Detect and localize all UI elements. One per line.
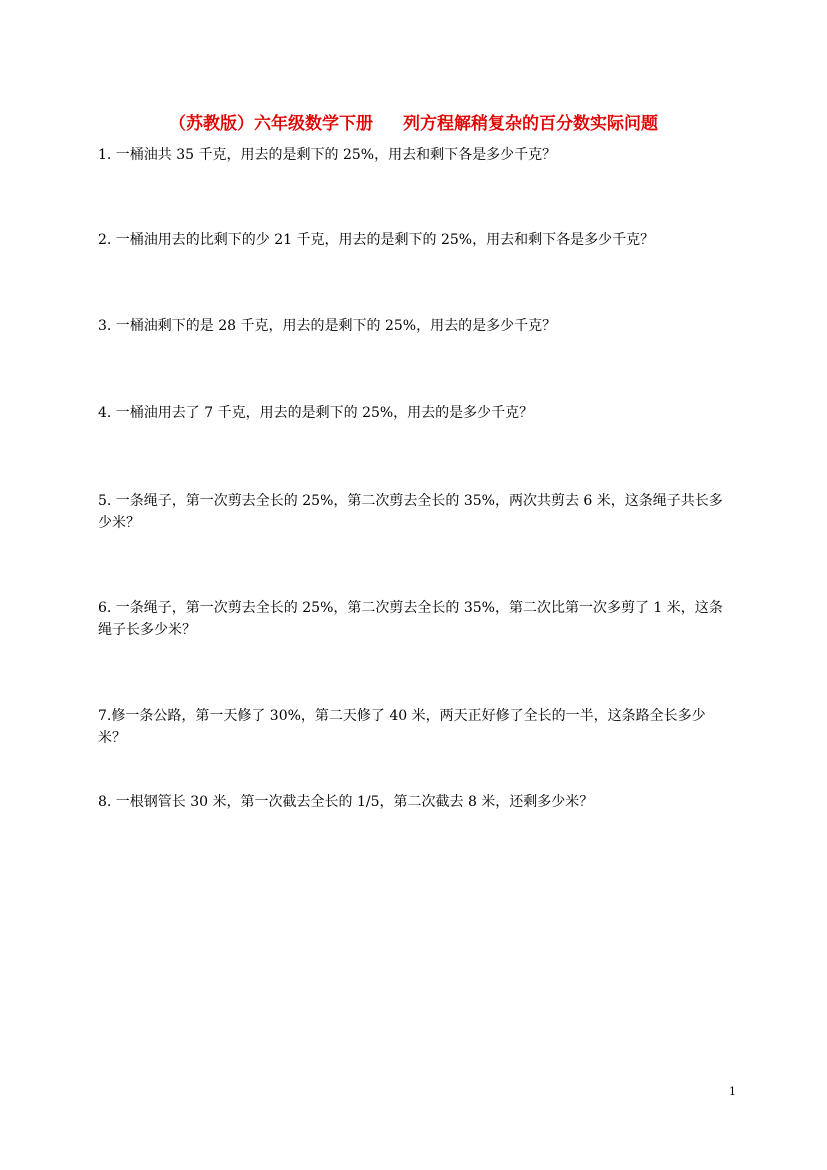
question-7: 7.修一条公路，第一天修了 30%，第二天修了 40 米，两天正好修了全长的一半，这条路全长多少米？ [98, 708, 706, 746]
title-part-1: （苏教版）六年级数学下册 [169, 114, 373, 134]
page-number: 1 [729, 1085, 736, 1098]
question-2: 2. 一桶油用去的比剩下的少 21 千克，用去的是剩下的 25%，用去和剩下各是多少千克？ [98, 232, 655, 248]
document-title [0, 112, 827, 136]
question-3: 3. 一桶油剩下的是 28 千克，用去的是剩下的 25%，用去的是多少千克？ [98, 318, 557, 334]
question-5: 5. 一条绳子，第一次剪去全长的 25%，第二次剪去全长的 35%，两次共剪去 6 米，这条绳子共长多少米？ [98, 493, 723, 531]
question-4: 4. 一桶油用去了 7 千克，用去的是剩下的 25%，用去的是多少千克？ [98, 405, 534, 421]
question-8: 8. 一根钢管长 30 米，第一次截去全长的 1/5，第二次截去 8 米，还剩多少米？ [98, 794, 594, 810]
question-6: 6. 一条绳子，第一次剪去全长的 25%，第二次剪去全长的 35%，第二次比第一次多剪了 1 米，这条绳子长多少米？ [98, 600, 723, 638]
title-part-2: 列方程解稍复杂的百分数实际问题 [403, 114, 658, 134]
question-1: 1. 一桶油共 35 千克，用去的是剩下的 25%，用去和剩下各是多少千克？ [98, 147, 557, 163]
